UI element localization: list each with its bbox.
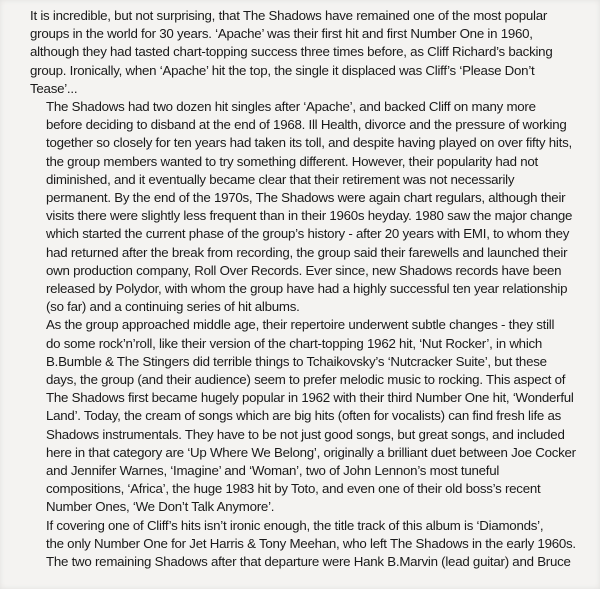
text-line: which started the current phase of the group’s history - after 20 years with EMI, to whom they	[46, 226, 570, 242]
text-line: group. Ironically, when ‘Apache’ hit the top, the single it displaced was Cliff’s ‘Please Don’t	[30, 62, 535, 78]
text-line: groups in the world for 30 years. ‘Apache’ was their first hit and first Number One in 1960,	[30, 26, 533, 42]
text-line: permanent. By the end of the 1970s, The Shadows were again chart regulars, although their	[46, 190, 566, 206]
paragraph	[30, 7, 580, 98]
text-line: Land’. Today, the cream of songs which are big hits (often for vocalists) can find fresh life as	[46, 408, 562, 424]
text-line: days, the group (and their audience) seem to prefer melodic music to rocking. This aspect of	[46, 372, 566, 388]
text-line: the group members wanted to try something different. However, their popularity had not	[46, 153, 538, 169]
text-line: had returned after the break from recording, the group said their farewells and launched their	[46, 244, 568, 260]
text-line: before deciding to disband at the end of 1968. Ill Health, divorce and the pressure of working	[46, 117, 567, 133]
text-line: do some rock’n’roll, like their version of the chart-topping 1962 hit, ‘Nut Rocker’, in which	[46, 335, 543, 351]
text-line: The Shadows had two dozen hit singles after ‘Apache’, and backed Cliff on many more	[46, 99, 536, 115]
text-line: diminished, and it eventually became clear that their retirement was not necessarily	[46, 171, 515, 187]
text-line: and Jennifer Warnes, ‘Imagine’ and ‘Woman’, two of John Lennon’s most tuneful	[46, 463, 500, 479]
text-line: although they had tasted chart-topping success three times before, as Cliff Richard’s backing	[30, 44, 553, 60]
paragraph	[30, 316, 580, 516]
text-line: As the group approached middle age, their repertoire underwent subtle changes - they still	[46, 317, 555, 333]
text-line: The two remaining Shadows after that departure were Hank B.Marvin (lead guitar) and Bruce	[46, 554, 571, 570]
text-line: here in that category are ‘Up Where We Belong’, originally a brilliant duet between Joe Cocker	[46, 444, 576, 460]
text-line: compositions, ‘Africa’, the huge 1983 hit by Toto, and even one of their old boss’s recent	[46, 481, 541, 497]
text-line: If covering one of Cliff’s hits isn’t ironic enough, the title track of this album is ‘Diamonds’,	[46, 517, 544, 533]
paragraph	[30, 517, 580, 572]
text-line: (so far) and a continuing series of hit albums.	[46, 299, 300, 315]
text-line: It is incredible, but not surprising, that The Shadows have remained one of the most popular	[30, 8, 548, 23]
text-line: own production company, Roll Over Records. Ever since, new Shadows records have been	[46, 262, 562, 278]
text-line: released by Polydor, with whom the group have had a highly successful ten year relationship	[46, 281, 568, 297]
text-line: B.Bumble & The Stingers did terrible things to Tchaikovsky’s ‘Nutcracker Suite’, but these	[46, 353, 547, 369]
text-line: The Shadows first became hugely popular in 1962 with their third Number One hit, ‘Wonderful	[46, 390, 574, 406]
text-line: together so closely for ten years had taken its toll, and despite having played on over fifty hits,	[46, 135, 572, 151]
paragraph	[30, 98, 580, 316]
text-line: the only Number One for Jet Harris & Tony Meehan, who left The Shadows in the early 1960s.	[46, 535, 576, 551]
text-line: Number Ones, ‘We Don’t Talk Anymore’.	[46, 499, 275, 515]
text-line: Tease’...	[30, 80, 78, 96]
text-line: Shadows instrumentals. They have to be not just good songs, but great songs, and included	[46, 426, 565, 442]
liner-notes-text	[30, 7, 580, 571]
text-line: visits there were slightly less frequent than in their 1960s heyday. 1980 saw the major change	[46, 208, 573, 224]
